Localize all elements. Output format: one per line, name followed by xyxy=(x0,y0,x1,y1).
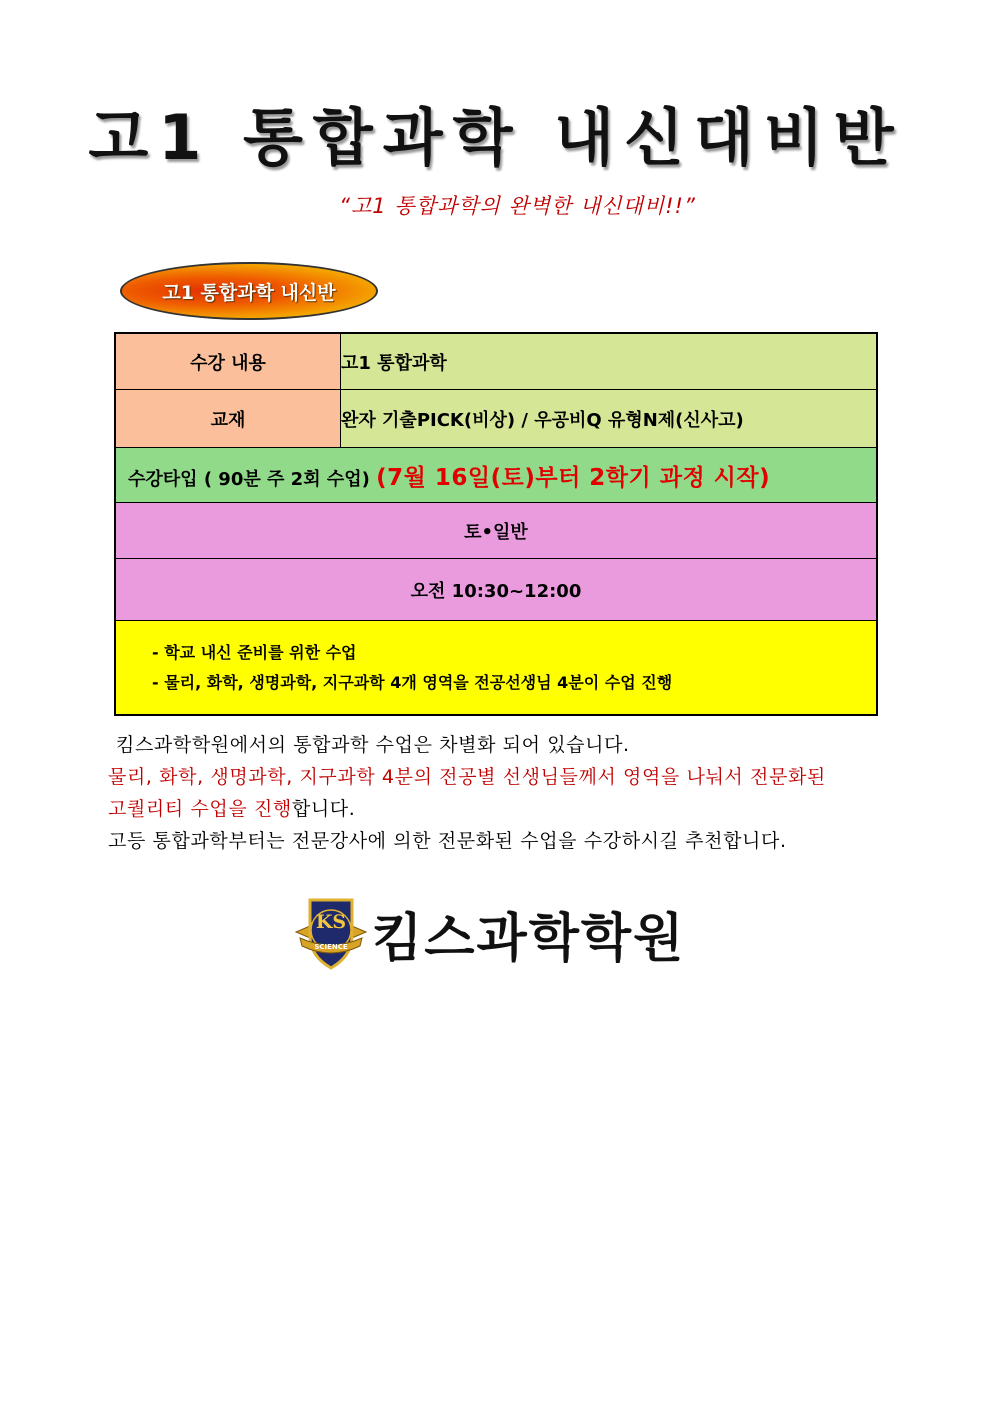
class-type-note: (7월 16일(토)부터 2학기 과정 시작) xyxy=(376,464,771,491)
notes-cell xyxy=(115,621,877,716)
page-subtitle: “고1 통합과학의 완벽한 내신대비!!” xyxy=(339,194,696,218)
paragraph-tail: 합니다. xyxy=(291,798,356,820)
paragraph-line: 고등 통합과학부터는 전문강사에 의한 전문화된 수업을 수강하시길 추천합니다. xyxy=(108,830,787,852)
class-time: 오전 10:30~12:00 xyxy=(115,559,877,621)
textbook-label: 교재 xyxy=(115,390,341,448)
table-row xyxy=(115,448,877,503)
paragraph-line xyxy=(108,794,355,821)
paragraph-highlight: 고퀄리티 수업을 진행 xyxy=(108,798,292,820)
academy-name: 킴스과학학원 xyxy=(372,909,686,969)
emblem-ribbon: SCIENCE xyxy=(314,943,348,951)
textbook-value: 완자 기출PICK(비상) / 우공비Q 유형N제(신사고) xyxy=(341,390,878,448)
paragraph-line: 물리, 화학, 생명과학, 지구과학 4분의 전공별 선생님들께서 영역을 나눠서 전문화된 xyxy=(108,766,826,788)
page-title: 고1 통합과학 내신대비반 xyxy=(88,101,904,174)
note-item: - 물리, 화학, 생명과학, 지구과학 4개 영역을 전공선생님 4분이 수업 진행 xyxy=(152,672,673,692)
class-type-label: 수강타입 ( 90분 주 2회 수업) xyxy=(128,468,370,490)
course-badge xyxy=(120,262,378,320)
course-info-table xyxy=(114,332,878,716)
course-label: 수강 내용 xyxy=(115,333,341,390)
note-item: - 학교 내신 준비를 위한 수업 xyxy=(152,642,357,662)
table-row xyxy=(115,503,877,559)
course-badge-label: 고1 통합과학 내신반 xyxy=(162,281,336,304)
course-value: 고1 통합과학 xyxy=(341,333,878,390)
emblem-letters: KS xyxy=(315,911,347,933)
table-row xyxy=(115,390,877,448)
class-type-cell xyxy=(115,448,877,503)
academy-logo xyxy=(292,892,712,972)
table-row xyxy=(115,333,877,390)
paragraph-line: 킴스과학학원에서의 통합과학 수업은 차별화 되어 있습니다. xyxy=(116,734,630,756)
ks-emblem-icon xyxy=(292,892,370,972)
table-row xyxy=(115,559,877,621)
class-day: 토•일반 xyxy=(115,503,877,559)
table-row xyxy=(115,621,877,716)
